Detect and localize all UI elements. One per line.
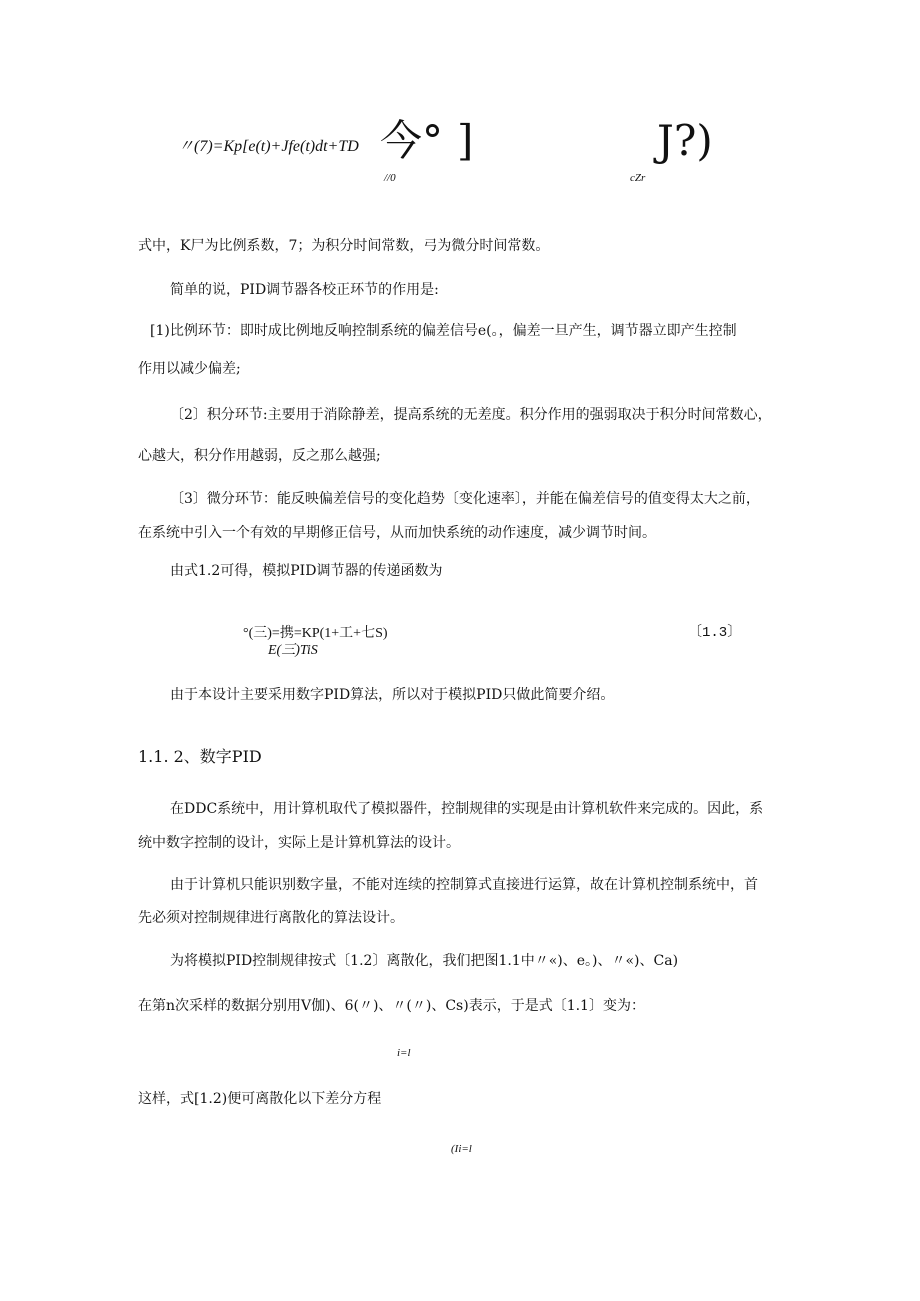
paragraph-conversion-line: 在第n次采样的数据分别用V伽)、6(〃)、〃(〃)、Cs)表示，于是式〔1.1〕变为： — [138, 998, 645, 1014]
paragraph-intro: 简单的说，PID调节器各校正环节的作用是: — [170, 282, 439, 298]
equation-3-number: 〔1.3〕 — [688, 625, 742, 641]
equation-fragment: i=l — [397, 1047, 411, 1059]
paragraph-ddc-line: 统中数字控制的设计，实际上是计算机算法的设计。 — [138, 835, 460, 851]
paragraph-transfer-function: 由式1.2可得，模拟PID调节器的传递函数为 — [170, 563, 443, 579]
equation-1-main: 〃(7)=Kp[e(t)+Jfe(t)dt+TD — [178, 138, 359, 155]
list-item-line: 在系统中引入一个有效的早期修正信号，从而加快系统的动作速度，减少调节时间。 — [138, 525, 656, 541]
equation-3-top: °(三)=携=KP(1+工+七S) — [243, 626, 388, 641]
paragraph-conversion-line: 为将模拟PID控制规律按式〔1.2〕离散化，我们把图1.1中〃«)、e。)、〃«)、Ca) — [170, 953, 679, 969]
equation-1-sub-left: //0 — [384, 172, 396, 184]
list-item-line: 作用以减少偏差; — [138, 361, 241, 377]
equation-3-bottom: E(三)TiS — [268, 643, 318, 658]
equation-1-bracket: ] — [457, 116, 474, 165]
equation-fragment: (Ii=l — [451, 1143, 472, 1155]
section-heading: 1.1. 2、数字PID — [138, 747, 262, 766]
paragraph-summary: 由于本设计主要采用数字PID算法，所以对于模拟PID只做此简要介绍。 — [170, 687, 615, 703]
paragraph-discretize-line: 由于计算机只能识别数字量，不能对连续的控制算式直接进行运算，故在计算机控制系统中，首 — [170, 877, 758, 893]
paragraph-definitions: 式中，K尸为比例系数，7；为积分时间常数，弓为微分时间常数。 — [138, 238, 550, 254]
equation-1-glyph: 今° — [380, 116, 444, 165]
paragraph-difference-equation: 这样，式[1.2)便可离散化以下差分方程 — [138, 1091, 382, 1107]
list-item-line: 〔3〕微分环节：能反映偏差信号的变化趋势〔变化速率〕，并能在偏差信号的值变得太大之前， — [170, 491, 760, 507]
equation-1-tail: J?) — [657, 116, 713, 165]
list-item-line: 〔2〕积分环节:主要用于消除静差，提高系统的无差度。积分作用的强弱取决于积分时间常数心， — [170, 407, 772, 423]
list-item-line: 心越大，积分作用越弱，反之那么越强; — [138, 448, 381, 464]
paragraph-discretize-line: 先必须对控制规律进行离散化的算法设计。 — [138, 910, 404, 926]
paragraph-ddc-line: 在DDC系统中，用计算机取代了模拟器件，控制规律的实现是由计算机软件来完成的。因此，系 — [170, 801, 764, 817]
list-item-line: [1)比例环节：即时成比例地反响控制系统的偏差信号e(。，偏差一旦产生，调节器立即产生控制 — [150, 323, 737, 339]
equation-1-sub-right: cZr — [630, 172, 646, 184]
